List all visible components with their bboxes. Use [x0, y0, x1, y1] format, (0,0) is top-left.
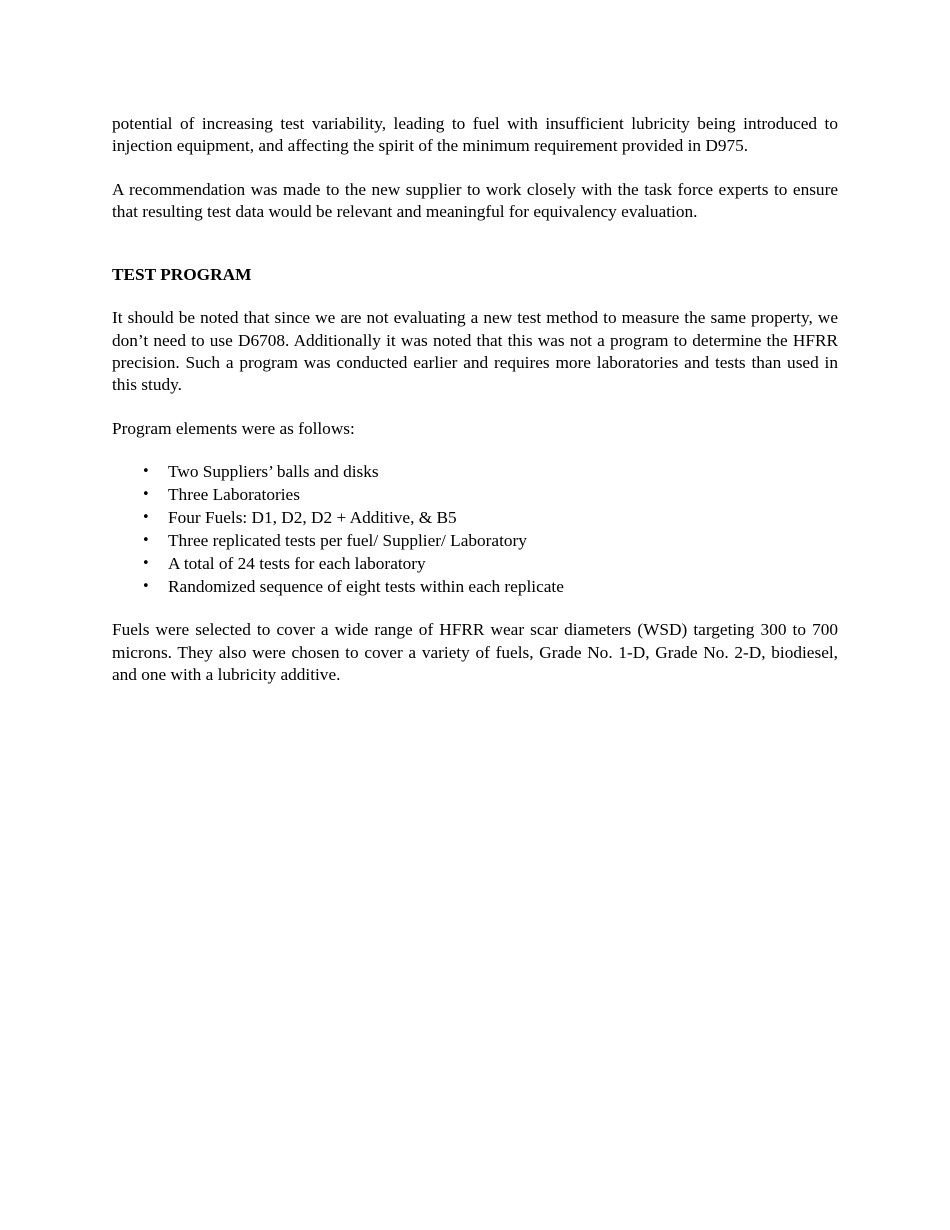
- list-item: [112, 461, 838, 484]
- paragraph-test-variability: potential of increasing test variability, leading to fuel with insufficient lubricity being introduced to injection equipment, and affecting the spirit of the minimum requirement provided in D975.: [112, 114, 838, 156]
- spacer: [112, 598, 838, 619]
- bullet-icon: •: [142, 463, 150, 479]
- spacer: [112, 158, 838, 179]
- list-item-text: A total of 24 tests for each laboratory: [168, 553, 426, 573]
- paragraph-fuel-selection: Fuels were selected to cover a wide range of HFRR wear scar diameters (WSD) targeting 300 to 700 microns. They also were chosen to cover a variety of fuels, Grade No. 1-D, Grade No. 2-D, biodiesel, and one with a lubricity additive.: [112, 620, 838, 684]
- list-item: [112, 576, 838, 599]
- spacer: [112, 397, 838, 418]
- paragraph-recommendation: A recommendation was made to the new supplier to work closely with the task force experts to ensure that resulting test data would be relevant and meaningful for equivalency evaluation.: [112, 179, 838, 221]
- document-page: [112, 113, 838, 686]
- program-elements-list: [112, 461, 838, 598]
- list-item-text: Randomized sequence of eight tests within each replicate: [168, 576, 564, 596]
- list-item: [112, 484, 838, 507]
- spacer: [112, 223, 838, 264]
- paragraph-program-note: It should be noted that since we are not evaluating a new test method to measure the same property, we don’t need to use D6708. Additionally it was noted that this was not a program to determine the HFRR precision. Such a program was conducted earlier and requires more laboratories and tests than used in this study.: [112, 308, 838, 395]
- spacer: [112, 286, 838, 307]
- section-heading-test-program: TEST PROGRAM: [112, 265, 252, 285]
- list-item-text: Two Suppliers’ balls and disks: [168, 461, 379, 481]
- list-item-text: Three replicated tests per fuel/ Supplier/ Laboratory: [168, 530, 527, 550]
- bullet-icon: •: [142, 509, 150, 525]
- list-item: [112, 530, 838, 553]
- list-item: [112, 553, 838, 576]
- list-item-text: Three Laboratories: [168, 484, 300, 504]
- list-item: [112, 507, 838, 530]
- bullet-icon: •: [142, 532, 150, 548]
- bullet-icon: •: [142, 555, 150, 571]
- list-item-text: Four Fuels: D1, D2, D2 + Additive, & B5: [168, 507, 457, 527]
- bullet-icon: •: [142, 486, 150, 502]
- paragraph-program-elements-intro: Program elements were as follows:: [112, 418, 355, 438]
- spacer: [112, 440, 838, 461]
- bullet-icon: •: [142, 578, 150, 594]
